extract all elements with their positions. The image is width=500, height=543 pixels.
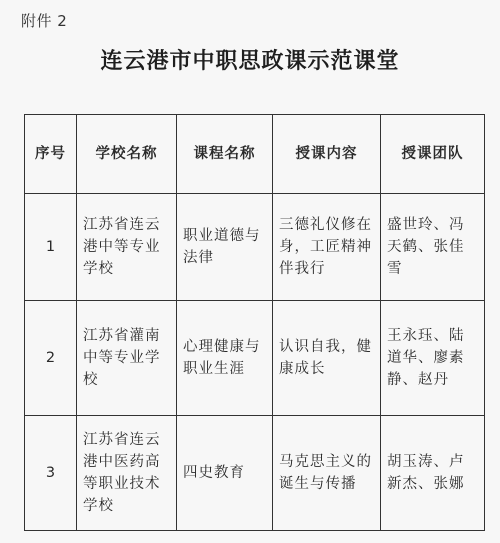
row-content: 认识自我，健康成长 [273, 301, 381, 416]
row-school: 江苏省连云港中等专业学校 [77, 194, 177, 301]
header-index: 序号 [25, 115, 77, 194]
header-course: 课程名称 [177, 115, 273, 194]
demo-classroom-table [24, 114, 485, 531]
row-content: 三德礼仪修在身，工匠精神伴我行 [273, 194, 381, 301]
row-course: 四史教育 [177, 416, 273, 531]
row-course: 心理健康与职业生涯 [177, 301, 273, 416]
row-team: 王永珏、陆道华、廖素静、赵丹 [381, 301, 485, 416]
row-index: 2 [25, 301, 77, 416]
row-index: 3 [25, 416, 77, 531]
header-school: 学校名称 [77, 115, 177, 194]
header-team: 授课团队 [381, 115, 485, 194]
row-course: 职业道德与法律 [177, 194, 273, 301]
row-content: 马克思主义的诞生与传播 [273, 416, 381, 531]
document-title: 连云港市中职思政课示范课堂 [100, 48, 400, 74]
row-team: 盛世玲、冯天鹤、张佳雪 [381, 194, 485, 301]
row-school: 江苏省连云港中医药高等职业技术学校 [77, 416, 177, 531]
attachment-label: 附件 2 [21, 12, 68, 30]
table-header-row [25, 115, 485, 194]
table-row [25, 194, 485, 301]
row-school: 江苏省灌南中等专业学校 [77, 301, 177, 416]
header-content: 授课内容 [273, 115, 381, 194]
table-row [25, 301, 485, 416]
row-team: 胡玉涛、卢新杰、张娜 [381, 416, 485, 531]
table-row [25, 416, 485, 531]
row-index: 1 [25, 194, 77, 301]
